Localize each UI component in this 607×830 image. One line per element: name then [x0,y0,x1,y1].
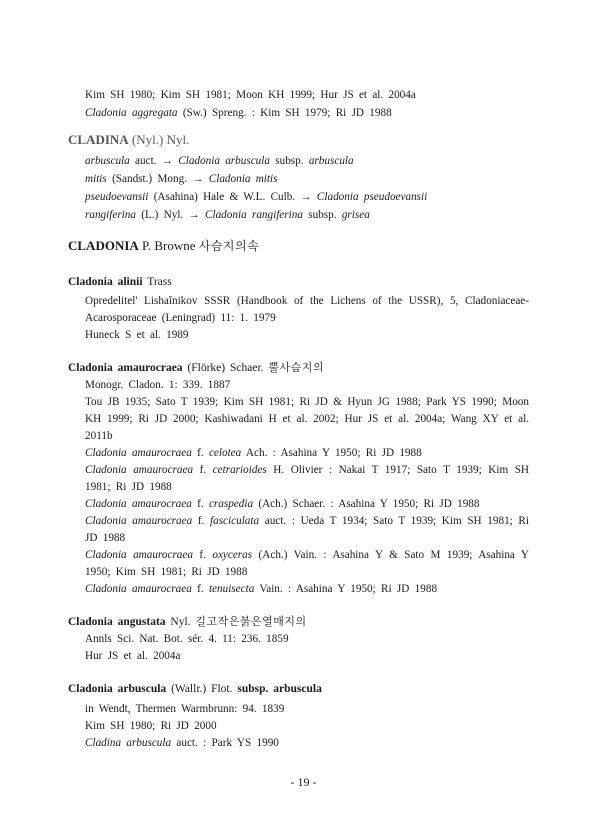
form-line: Cladonia amaurocraea f. fasciculata auct. : Ueda T 1934; Sato T 1939; Kim SH 1981; Ri [85,515,529,527]
species-heading-angustata: Cladonia angustata Nyl. 길고작은붉은열매지의 [68,615,307,628]
synonym-line: Cladonia aggregata (Sw.) Spreng. : Kim SH 1979; Ri JD 1988 [85,107,392,119]
form-line-cont: 1950; Kim SH 1981; Ri JD 1988 [85,566,248,578]
species-heading-alinii: Cladonia alinii Trass [68,276,172,288]
citation-line: Opredelitel' Lishaĭnikov SSSR (Handbook of the Lichens of the USSR), 5, Cladoniaceae- [85,295,529,307]
species-heading-arbuscula: Cladonia arbuscula (Wallr.) Flot. subsp. arbuscula [68,683,322,695]
citation-line: Monogr. Cladon. 1: 339. 1887 [85,379,231,391]
citation-line: Hur JS et al. 2004a [85,650,181,662]
citation-line: KH 1999; Ri JD 2000; Kashiwadani H et al. 2002; Hur JS et al. 2004a; Wang XY et al. [85,413,529,425]
citation-line: Annls Sci. Nat. Bot. sér. 4. 11: 236. 1859 [85,633,289,645]
form-line: Cladonia amaurocraea f. celotea Ach. : Asahina Y 1950; Ri JD 1988 [85,447,422,459]
citation-line: Acarosporaceae (Leningrad) 11: 1. 1979 [85,312,276,324]
synonym-line: mitis (Sandst.) Mong. → Cladonia mitis [85,173,278,185]
form-line-cont: 1981; Ri JD 1988 [85,481,172,493]
synonym-line: rangiferina (L.) Nyl. → Cladonia rangiferina subsp. grisea [85,209,370,221]
genus-heading-cladina: CLADINA (Nyl.) Nyl. [68,132,190,147]
form-line: Cladonia amaurocraea f. tenuisecta Vain. : Asahina Y 1950; Ri JD 1988 [85,583,438,595]
synonym-line: Cladina arbuscula auct. : Park YS 1990 [85,737,279,749]
citation-line: Tou JB 1935; Sato T 1939; Kim SH 1981; Ri JD & Hyun JG 1988; Park YS 1990; Moon [85,396,529,408]
form-line: Cladonia amaurocraea f. craspedia (Ach.) Schaer. : Asahina Y 1950; Ri JD 1988 [85,498,480,510]
synonym-line: pseudoevansii (Asahina) Hale & W.L. Culb. → Cladonia pseudoevansii [85,191,428,203]
page-number: - 19 - [290,775,317,789]
citation-line: 2011b [85,430,113,442]
form-line-cont: JD 1988 [85,532,126,544]
citation-line: Huneck S et al. 1989 [85,329,189,341]
form-line: Cladonia amaurocraea f. cetrarioides H. Olivier : Nakai T 1917; Sato T 1939; Kim SH [85,464,529,476]
citation-line: Kim SH 1980; Kim SH 1981; Moon KH 1999; Hur JS et al. 2004a [85,89,416,101]
species-heading-amaurocraea: Cladonia amaurocraea (Flörke) Schaer. 뿔사슴지의 [68,361,325,374]
genus-heading-cladonia: CLADONIA P. Browne 사슴지의속 [68,238,260,253]
form-line: Cladonia amaurocraea f. oxyceras (Ach.) Vain. : Asahina Y & Sato M 1939; Asahina Y [85,549,529,561]
citation-line: in Wendt, Thermen Warmbrunn: 94. 1839 [85,703,285,715]
citation-line: Kim SH 1980; Ri JD 2000 [85,720,217,732]
synonym-line: arbuscula auct. → Cladonia arbuscula subsp. arbuscula [85,155,354,167]
